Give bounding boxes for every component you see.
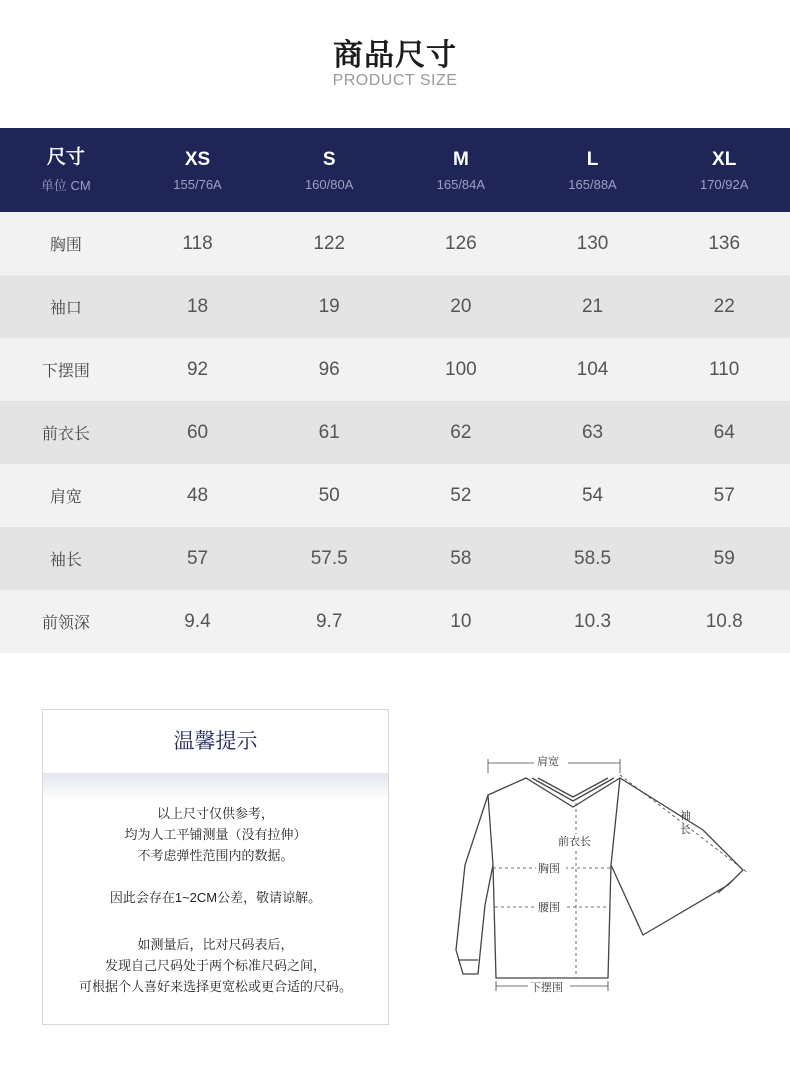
table-cell: 104 — [576, 358, 609, 380]
header-size-s — [263, 128, 395, 212]
table-cell: 18 — [186, 295, 209, 317]
table-cell: 21 — [581, 295, 604, 317]
table-cell: 9.7 — [315, 610, 343, 632]
header-size-xl — [658, 128, 790, 212]
table-cell: 118 — [182, 232, 213, 254]
table-row-cuff — [0, 275, 790, 338]
corner-label: 尺寸 — [46, 146, 85, 168]
page-header — [0, 0, 790, 128]
table-body — [0, 212, 790, 653]
table-row-hem — [0, 338, 790, 401]
table-cell: 126 — [445, 232, 477, 254]
table-cell: 50 — [318, 484, 340, 506]
size-name: XL — [712, 148, 737, 170]
row-label: 胸围 — [49, 237, 82, 254]
size-name: S — [322, 148, 336, 170]
size-code: 165/88A — [568, 176, 617, 192]
tip-line: 发现自己尺码处于两个标准尺码之间， — [104, 958, 326, 973]
row-label: 下摆围 — [41, 363, 90, 380]
sleeve-label-1: 袖 — [680, 809, 691, 822]
size-code: 170/92A — [699, 176, 749, 192]
shoulder-label: 肩宽 — [537, 755, 559, 768]
table-cell: 10 — [450, 610, 472, 632]
table-cell: 110 — [709, 358, 740, 380]
table-cell: 9.4 — [184, 610, 211, 632]
table-cell: 20 — [450, 295, 472, 317]
header-corner-cell — [0, 128, 132, 212]
unit-label: 单位 CM — [40, 177, 91, 193]
table-cell: 96 — [318, 358, 340, 380]
tip-line: 以上尺寸仅供参考， — [156, 806, 274, 821]
table-cell: 136 — [708, 232, 741, 254]
table-header — [0, 128, 790, 212]
row-label: 袖口 — [49, 300, 82, 317]
front-length-label: 前衣长 — [558, 835, 591, 848]
table-cell: 58 — [450, 547, 472, 569]
table-row-neck-depth — [0, 590, 790, 653]
table-cell: 10.3 — [574, 610, 612, 632]
header-size-l — [527, 128, 659, 212]
size-code: 155/76A — [173, 176, 222, 192]
sleeve-label-2: 长 — [680, 823, 691, 836]
tip-line: 不考虑弹性范围内的数据。 — [137, 848, 294, 863]
table-cell: 60 — [186, 421, 209, 443]
table-cell: 57.5 — [310, 547, 348, 569]
size-code: 165/84A — [436, 176, 486, 192]
sweater-outline — [456, 778, 743, 978]
table-cell: 61 — [318, 421, 340, 443]
table-cell: 48 — [186, 484, 209, 506]
tips-title: 温馨提示 — [173, 730, 258, 753]
table-cell: 52 — [450, 484, 472, 506]
tip-line: 可根据个人喜好来选择更宽松或更合适的尺码。 — [78, 979, 352, 994]
table-row-sleeve-length — [0, 527, 790, 590]
row-label: 前衣长 — [41, 426, 90, 443]
table-cell: 22 — [713, 295, 735, 317]
row-label: 肩宽 — [49, 489, 82, 506]
table-row-front-length — [0, 401, 790, 464]
row-label: 袖长 — [49, 552, 82, 569]
tips-box — [42, 709, 389, 1025]
chest-label: 胸围 — [538, 862, 560, 875]
table-cell: 130 — [576, 232, 609, 254]
waist-label: 腰围 — [538, 901, 560, 914]
table-cell: 58.5 — [574, 547, 612, 569]
size-code: 160/80A — [304, 176, 354, 192]
hem-label: 下摆围 — [530, 981, 563, 994]
header-size-m — [395, 128, 527, 212]
page-title: 商品尺寸 — [333, 39, 457, 72]
table-cell: 57 — [713, 484, 735, 506]
tips-divider — [43, 773, 388, 801]
size-name: L — [586, 148, 599, 170]
table-cell: 92 — [186, 358, 209, 380]
table-cell: 100 — [445, 358, 477, 380]
table-cell: 63 — [581, 421, 604, 443]
tip-line: 因此会存在1~2CM公差，敬请谅解。 — [109, 890, 322, 905]
table-row-shoulder — [0, 464, 790, 527]
table-row-chest — [0, 212, 790, 275]
table-cell: 62 — [450, 421, 472, 443]
header-size-xs — [132, 128, 264, 212]
table-cell: 59 — [713, 547, 735, 569]
table-cell: 10.8 — [705, 610, 743, 632]
size-name: XS — [184, 148, 211, 170]
page-subtitle: PRODUCT SIZE — [332, 72, 458, 89]
table-cell: 54 — [581, 484, 604, 506]
table-cell: 64 — [713, 421, 735, 443]
table-cell: 19 — [318, 295, 340, 317]
size-name: M — [452, 148, 469, 170]
tip-line: 如测量后，比对尺码表后， — [137, 937, 294, 952]
size-table — [0, 128, 790, 653]
sweater-measurement-diagram — [448, 745, 768, 1005]
table-cell: 57 — [186, 547, 209, 569]
row-label: 前领深 — [41, 615, 90, 632]
tips-text — [43, 801, 388, 997]
tip-line: 均为人工平铺测量（没有拉伸） — [124, 827, 307, 842]
table-cell: 122 — [313, 232, 346, 254]
